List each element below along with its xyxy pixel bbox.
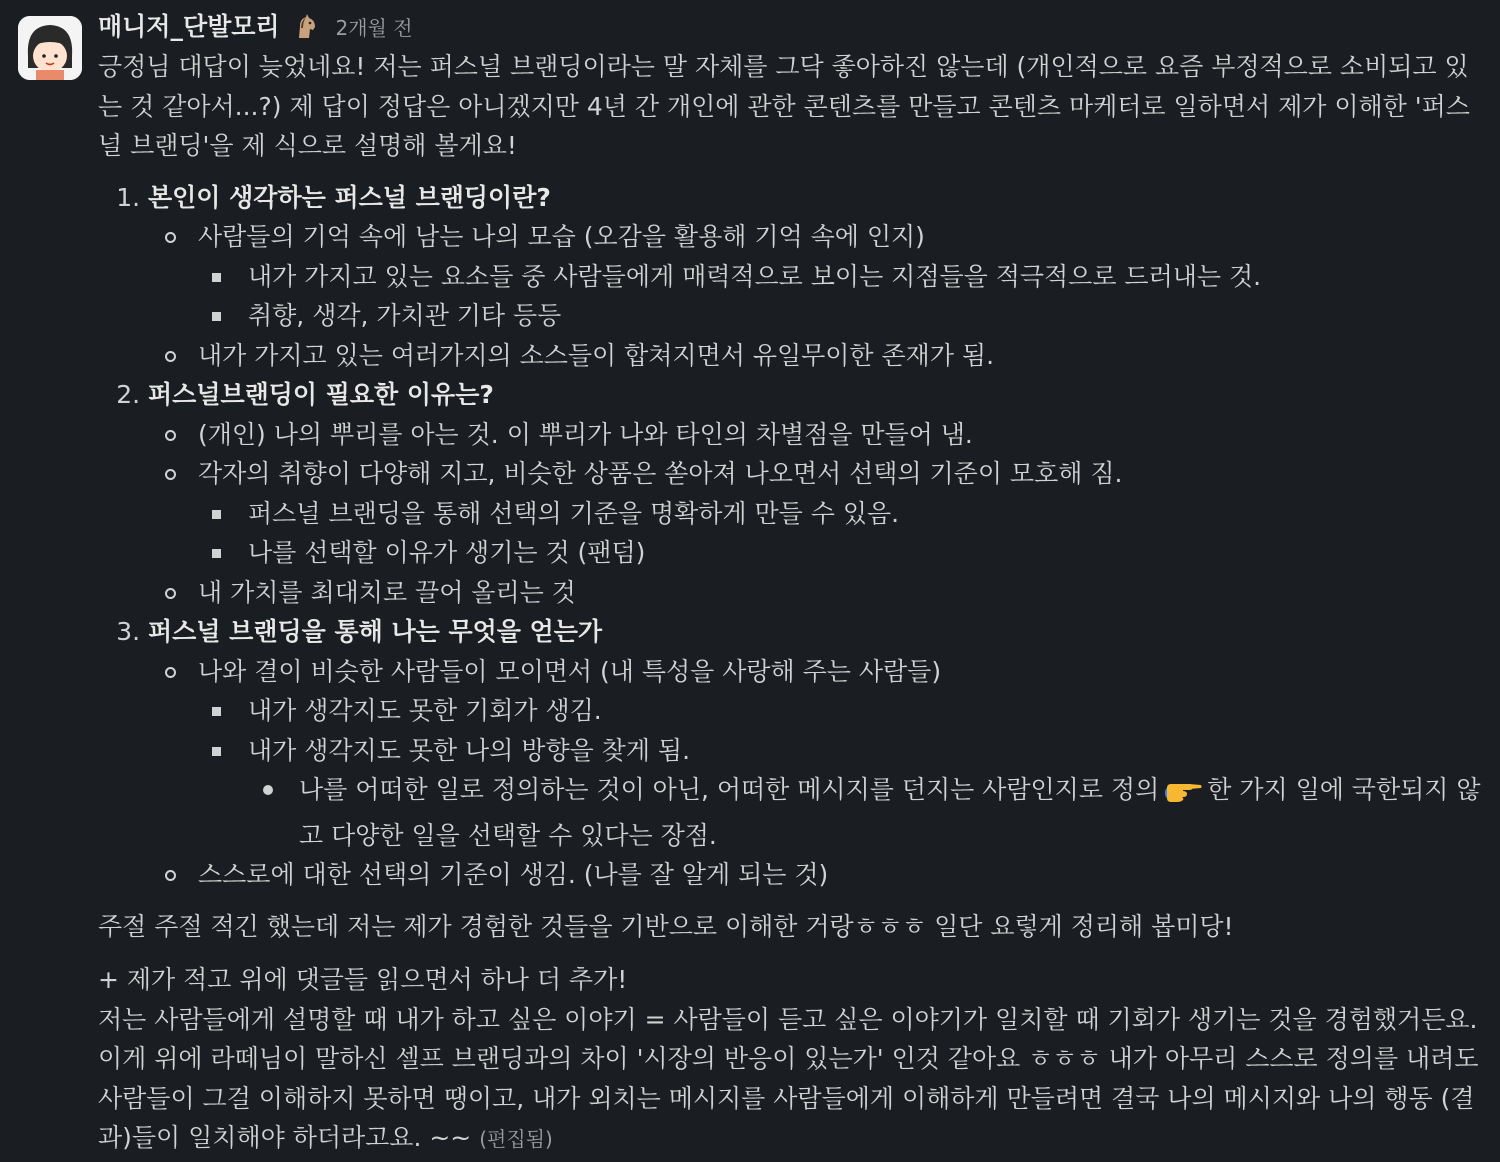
list-item: (개인) 나의 뿌리를 아는 것. 이 뿌리가 나와 타인의 차별점을 만들어 냄. <box>198 415 1483 455</box>
message-timestamp[interactable]: 2개월 전 <box>335 16 413 40</box>
list-item-text: 나를 어떠한 일로 정의하는 것이 아닌, 어떠한 메시지를 던지는 사람인지로 정의 <box>299 775 1160 804</box>
list-item: 스스로에 대한 선택의 기준이 생김. (나를 잘 알게 되는 것) <box>198 855 1483 895</box>
list-item: 내가 가지고 있는 요소들 중 사람들에게 매력적으로 보이는 지점들을 적극적으로 드러내는 것. <box>248 257 1483 297</box>
section-heading: 본인이 생각하는 퍼스널 브랜딩이란? <box>148 182 551 212</box>
list-item-3 <box>148 612 1483 895</box>
message-content <box>98 7 1483 1160</box>
list-item <box>198 217 1483 336</box>
section-heading: 퍼스널 브랜딩을 통해 나는 무엇을 얻는가 <box>148 617 603 646</box>
list-item: 퍼스널 브랜딩을 통해 선택의 기준을 명확하게 만들 수 있음. <box>248 494 1483 534</box>
list-item-text: 한 가지 일에 국한되지 않고 다양한 일을 선택할 수 있다는 장점. <box>299 775 1481 850</box>
edited-label: (편집됨) <box>479 1127 553 1151</box>
list-item-text: 사람들의 기억 속에 남는 나의 모습 (오감을 활용해 기억 속에 인지) <box>198 222 925 251</box>
list-item: 내 가치를 최대치로 끌어 올리는 것 <box>198 573 1483 613</box>
horse-head-icon <box>294 12 318 52</box>
list-item <box>198 652 1483 856</box>
message-header <box>98 7 1483 47</box>
avatar[interactable] <box>18 16 82 80</box>
sender-name[interactable]: 매니저_단발모리 <box>98 12 280 41</box>
list-item: 나를 선택할 이유가 생기는 것 (팬덤) <box>248 533 1483 573</box>
addendum <box>98 960 1483 1160</box>
summary-paragraph: 주절 주절 적긴 했는데 저는 제가 경험한 것들을 기반으로 이해한 거랑ㅎㅎㅎ 일단 요렇게 정리해 봅미당! <box>98 911 1234 941</box>
list-item <box>198 454 1483 573</box>
addendum-text: 저는 사람들에게 설명할 때 내가 하고 싶은 이야기 = 사람들이 듣고 싶은 이야기가 일치할 때 기회가 생기는 것을 경험했거든요. 이게 위에 라떼님이 말하신 셀프 브랜딩과의 차이 '시장의 반응이 있는가' 인것 같아요 ㅎㅎㅎ 내가 아무리 스스로 정의를 내려도 사람들이 그걸 이해하지 못하면 땡이고, 내가 외치는 메시지를 사람들에게 이해하게 만들려면 결국 나의 메시지와 나의 행동 (결과)들이 일치해야 하더라고요. ~~ <box>98 1004 1479 1152</box>
numbered-list <box>98 178 1483 895</box>
list-item: 취향, 생각, 가치관 기타 등등 <box>248 296 1483 336</box>
list-item <box>248 731 1483 856</box>
list-item-text: 내가 생각지도 못한 나의 방향을 찾게 됨. <box>248 735 691 765</box>
list-item-text: 나와 결이 비슷한 사람들이 모이면서 (내 특성을 사랑해 주는 사람들) <box>198 656 942 686</box>
list-item: 내가 생각지도 못한 기회가 생김. <box>248 691 1483 731</box>
list-item <box>299 770 1483 855</box>
list-item-2 <box>148 375 1483 612</box>
list-item-1 <box>148 178 1483 376</box>
addendum-body <box>98 1000 1483 1160</box>
list-item-text: 각자의 취향이 다양해 지고, 비슷한 상품은 쏟아져 나오면서 선택의 기준이 모호해 짐. <box>198 459 1123 488</box>
pointing-right-icon <box>1163 776 1203 816</box>
list-item: 내가 가지고 있는 여러가지의 소스들이 합쳐지면서 유일무이한 존재가 됨. <box>198 336 1483 376</box>
section-heading: 퍼스널브랜딩이 필요한 이유는? <box>148 380 494 409</box>
addendum-title: + 제가 적고 위에 댓글들 읽으면서 하나 더 추가! <box>98 965 628 994</box>
intro-paragraph: 긍정님 대답이 늦었네요! 저는 퍼스널 브랜딩이라는 말 자체를 그닥 좋아하진 않는데 (개인적으로 요즘 부정적으로 소비되고 있는 것 같아서...?) 제 답이 정답은 아니겠지만 4년 간 개인에 관한 콘텐츠를 만들고 콘텐츠 마케터로 일하면서 제가 이해한 '퍼스널 브랜딩'을 제 식으로 설명해 볼게요! <box>98 52 1470 160</box>
